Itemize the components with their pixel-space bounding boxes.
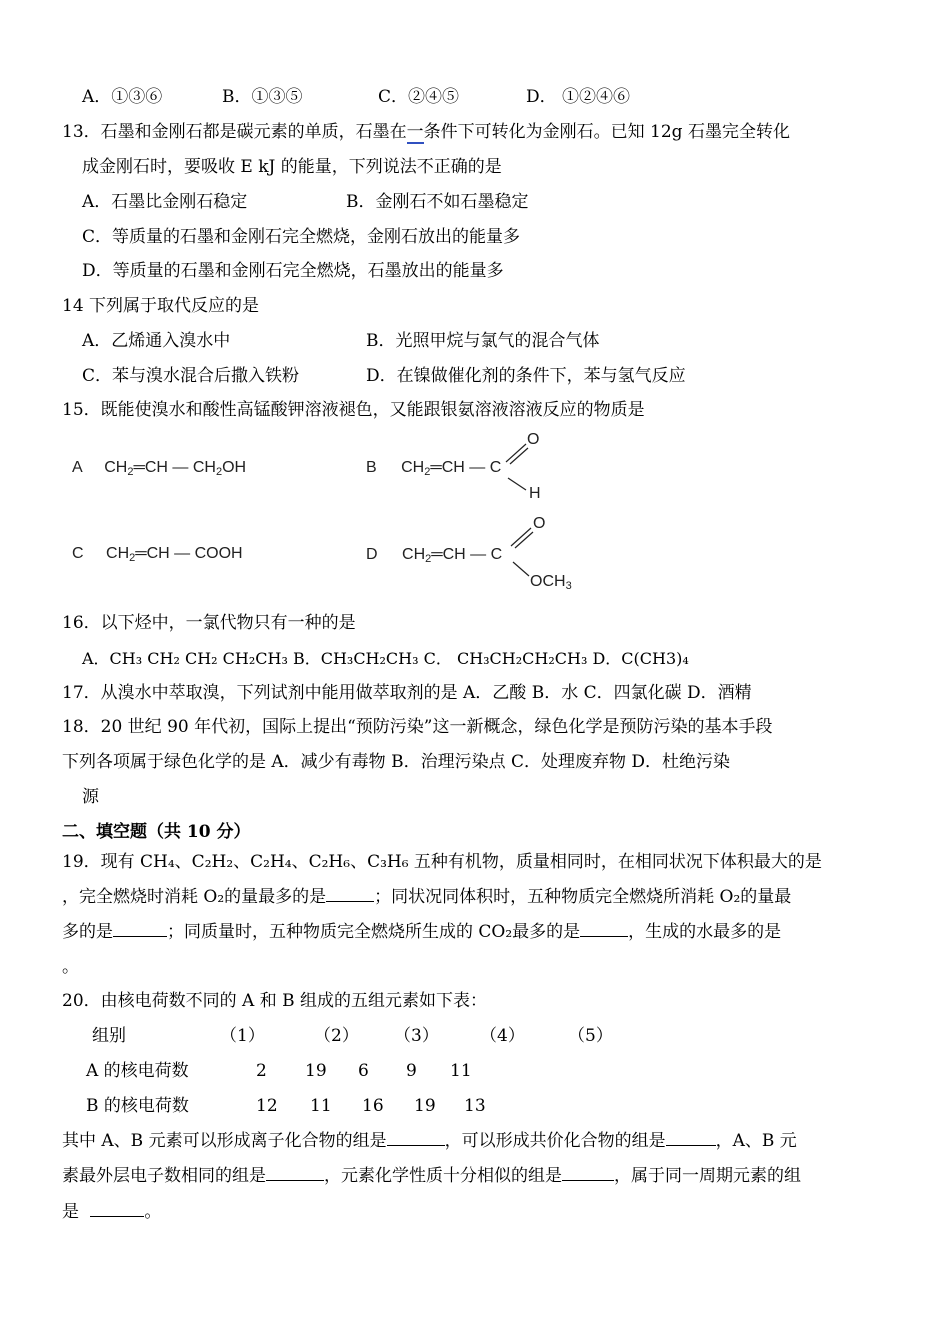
answer-blank[interactable] — [113, 921, 167, 937]
table-row-b-cell: 16 — [362, 1096, 384, 1116]
q12-option-d: D． ①②④⑥ — [526, 87, 631, 107]
table-header-2: （2） — [314, 1026, 359, 1046]
q13-stem-post: 条件下可转化为金刚石。已知 12g 石墨完全转化 — [423, 122, 790, 142]
q19-line3 — [62, 921, 781, 943]
q15-d-bonds — [505, 520, 545, 582]
q15-a-sub: 2 — [127, 466, 134, 478]
q15-c-sub: 2 — [129, 552, 136, 564]
table-row-b-label: B 的核电荷数 — [86, 1096, 189, 1116]
q14-option-a: A．乙烯通入溴水中 — [82, 331, 231, 351]
q18-line2: 下列各项属于绿色化学的是 A．减少有毒物 B．治理污染点 C．处理废弃物 D．杜绝污染 — [62, 752, 731, 772]
q20-stem: 20．由核电荷数不同的 A 和 B 组成的五组元素如下表： — [62, 991, 488, 1011]
q15-c-rest: ═CH — COOH — [135, 545, 243, 562]
q15-b-hydrogen: H — [529, 485, 541, 502]
table-row-a-label: A 的核电荷数 — [86, 1061, 189, 1081]
answer-blank[interactable] — [387, 1130, 445, 1146]
q19-line3-a: 多的是 — [62, 922, 113, 942]
table-row-b-cell: 12 — [256, 1096, 278, 1116]
q20-line2-a: 素最外层电子数相同的组是 — [62, 1166, 266, 1186]
q15-d-rest: ═CH — C — [431, 546, 503, 563]
table-header-1: （1） — [220, 1026, 265, 1046]
q15-d-ch: CH — [402, 546, 426, 563]
q15-b-bonds — [500, 436, 540, 496]
q15-structure-b — [366, 458, 501, 478]
q19-line2 — [62, 886, 791, 908]
table-row-a-cell: 6 — [358, 1061, 369, 1081]
answer-blank[interactable] — [90, 1201, 144, 1217]
q15-d-sub: 2 — [425, 553, 432, 565]
q13-stem-line2: 成金刚石时，要吸收 E kJ 的能量，下列说法不正确的是 — [82, 157, 502, 177]
q18-line1: 18．20 世纪 90 年代初，国际上提出“预防污染”这一新概念，绿色化学是预防污染的基本手段 — [62, 717, 773, 737]
q13-option-c: C．等质量的石墨和金刚石完全燃烧，金刚石放出的能量多 — [82, 227, 521, 247]
answer-blank[interactable] — [266, 1165, 324, 1181]
q15-label-a: A — [72, 459, 82, 476]
table-header-5: （5） — [568, 1026, 613, 1046]
q15-b-sub: 2 — [424, 466, 431, 478]
q15-a-ch: CH — [104, 459, 128, 476]
q19-line2-a: ，完全燃烧时消耗 O₂的量最多的是 — [62, 887, 327, 907]
q13-stem-pre: 13．石墨和金刚石都是碳元素的单质，石墨在 — [62, 122, 407, 142]
q20-line2-b: ，元素化学性质十分相似的组是 — [324, 1166, 562, 1186]
table-row-b-cell: 13 — [464, 1096, 486, 1116]
section-2-title: 二、填空题（共 10 分） — [62, 822, 251, 842]
answer-blank[interactable] — [326, 886, 374, 902]
q14-option-c: C．苯与溴水混合后撒入铁粉 — [82, 366, 300, 386]
q20-line1-c: ，A、B 元 — [715, 1131, 797, 1151]
q15-a-end: OH — [222, 459, 247, 476]
table-row-a-cell: 9 — [406, 1061, 417, 1081]
q14-option-d: D．在镍做催化剂的条件下，苯与氢气反应 — [366, 366, 686, 386]
answer-blank[interactable] — [562, 1165, 614, 1181]
q20-line1-b: ，可以形成共价化合物的组是 — [444, 1131, 666, 1151]
q15-a-rest: ═CH — CH — [133, 459, 216, 476]
q12-option-c: C．②④⑤ — [378, 87, 460, 107]
q15-structure-d — [366, 545, 502, 565]
table-row-a-cell: 11 — [450, 1061, 472, 1081]
q19-line2-b: ；同状况同体积时，五种物质完全燃烧所消耗 O₂的量最 — [374, 887, 792, 907]
q13-option-d: D．等质量的石墨和金刚石完全燃烧，石墨放出的能量多 — [82, 261, 504, 281]
q19-line3-b: ；同质量时，五种物质完全燃烧所生成的 CO₂最多的是 — [167, 922, 581, 942]
q15-b-ch: CH — [401, 459, 425, 476]
q20-line1-a: 其中 A、B 元素可以形成离子化合物的组是 — [62, 1131, 387, 1151]
table-row-b-cell: 19 — [414, 1096, 436, 1116]
q17-line: 17．从溴水中萃取溴，下列试剂中能用做萃取剂的是 A．乙酸 B．水 C．四氯化碳 D．酒精 — [62, 683, 752, 703]
q13-stem-underlined: 一 — [406, 122, 424, 142]
q20-line1 — [62, 1130, 797, 1152]
q15-b-rest: ═CH — C — [430, 459, 502, 476]
q15-structure-c — [72, 544, 243, 564]
q15-structure-a — [72, 458, 246, 478]
table-header-4: （4） — [480, 1026, 525, 1046]
q16-stem: 16．以下烃中，一氯代物只有一种的是 — [62, 613, 356, 633]
answer-blank[interactable] — [580, 921, 628, 937]
q20-line3-a: 是 — [62, 1202, 85, 1222]
q15-d-och: OCH — [530, 573, 566, 590]
q15-d-sub3: 3 — [565, 580, 572, 592]
q15-b-oxygen: O — [527, 431, 540, 448]
q15-label-c: C — [72, 545, 84, 562]
q19-line1: 19．现有 CH₄、C₂H₂、C₂H₄、C₂H₆、C₃H₆ 五种有机物，质量相同时，在相同状况下体积最大的是 — [62, 852, 822, 872]
q12-option-a: A．①③⑥ — [82, 87, 163, 107]
answer-blank[interactable] — [666, 1130, 716, 1146]
q16-options: A．CH₃ CH₂ CH₂ CH₂CH₃ B．CH₃CH₂CH₃ C． CH₃CH₂CH₂CH₃ D．C(CH3)₄ — [82, 649, 689, 668]
q20-line2-c: ，属于同一周期元素的组 — [614, 1166, 801, 1186]
q15-d-oxygen: O — [533, 515, 546, 532]
table-header-3: （3） — [394, 1026, 439, 1046]
q15-label-b: B — [366, 459, 377, 476]
q20-line2 — [62, 1165, 801, 1187]
table-row-a-cell: 19 — [305, 1061, 327, 1081]
q14-stem: 14 下列属于取代反应的是 — [62, 296, 260, 316]
table-header-group: 组别 — [92, 1026, 126, 1046]
q19-line3-c: ，生成的水最多的是 — [628, 922, 782, 942]
q20-line3 — [62, 1201, 161, 1223]
q12-option-b: B．①③⑤ — [222, 87, 303, 107]
q14-option-b: B．光照甲烷与氯气的混合气体 — [366, 331, 600, 351]
q20-line3-b: 。 — [144, 1202, 162, 1222]
q19-line4: 。 — [62, 957, 79, 977]
q13-stem-line1 — [62, 121, 790, 143]
q15-c-ch: CH — [106, 545, 130, 562]
table-row-a-cell: 2 — [256, 1061, 267, 1081]
table-row-b-cell: 11 — [310, 1096, 332, 1116]
q15-label-d: D — [366, 546, 378, 563]
q18-line3: 源 — [82, 787, 99, 807]
q13-option-b: B．金刚石不如石墨稳定 — [346, 192, 529, 212]
q13-option-a: A．石墨比金刚石稳定 — [82, 192, 248, 212]
q15-stem: 15．既能使溴水和酸性高锰酸钾溶液褪色，又能跟银氨溶液溶液反应的物质是 — [62, 400, 645, 420]
q15-a-sub2: 2 — [215, 466, 223, 478]
